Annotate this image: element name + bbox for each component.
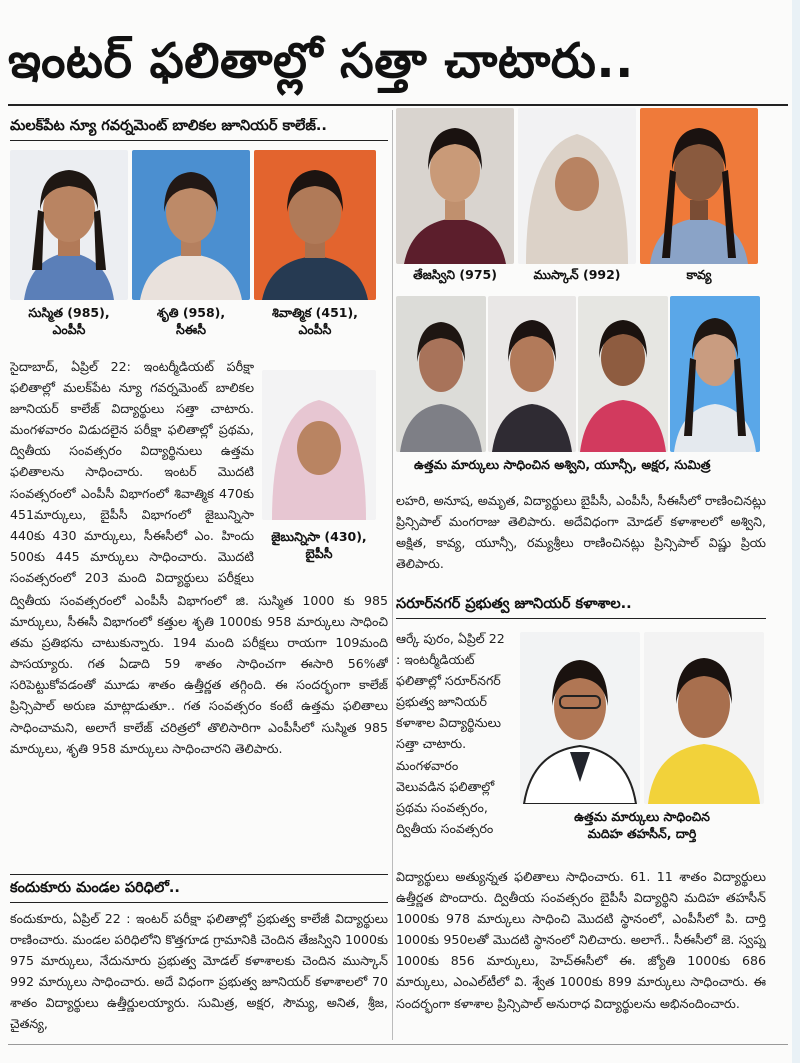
kandukur-rule [10,902,388,903]
malakpet-body-2: ద్వితీయ సంవత్సరంలో ఎంపీసీ విభాగంలో జి. సుస్మిత 1000 కు 985 మార్కులు, సీఈసీ విభాగంలో కత్తుల శృతి 1000కు 958 మార్కులు సాధించి తమ ప్రతిభను చాటుకున్నారు. 194 మంది పరీక్షలు రాయగా 109మంది పాసయ్యారు. గత ఏడాది 59 శాతం సాధించగా ఈసారి 56%తో సరిపెట్టుకోవడంతో మూడు శాతం ఉత్తీర్ణత తగ్గింది. ఈ సందర్భంగా కాలేజ్ ప్రిన్సిపాల్ అరుణ మాట్లాడుతూ.. గత సంవత్సరం కంటే ఉత్తమ ఫలితాలు సాధించామని, అలాగే కాలేజ్ చరిత్రలో తొలిసారిగా ఎంపీసీలో సుస్మిత 985 మార్కులు, శృతి 958 మార్కులు సాధించారని తెలిపారు. [10,593,388,756]
photo-sruthi [132,150,250,300]
photo-sivathmika [254,150,376,300]
caption-muskan: ముస్కాన్ (992) [533,267,621,282]
photo-muskan [518,108,636,264]
photo-dharthi [644,632,764,804]
photo-susmitha [10,150,128,300]
page-edge [792,0,800,1063]
caption-sivathmika: శివాత్మిక (451), ఎంపీసీ [272,305,358,337]
photo-ashwini [396,296,486,452]
bottom-rule [8,1044,788,1045]
kandukur-body-right: లహరి, అనూష, అమృత, విద్యార్థులు బైపీసీ, ఎంపీసీ, సీఈసీలో రాణించినట్లు ప్రిన్సిపాల్ మంగరాజు తెలిపారు. అదేవిధంగా మోడల్ కళాశాలలో అశ్విని, అక్షిత, కావ్య, యూన్సీ, రమ్యశ్రీలు రాణించినట్లు ప్రిన్సిపాల్ విష్ణు ప్రియ తెలిపారు. [396,493,766,572]
malakpet-rule [10,140,388,141]
malakpet-bottom-rule [10,874,388,875]
photo-jaibunnisa [262,370,376,520]
caption-jaibunnisa: జైబున్నిసా (430), బైపీసీ [271,529,367,561]
saroornagar-body-wrap: ఆర్కే పురం, ఏప్రిల్ 22 : ఇంటర్మీడియట్ ఫలితాల్లో సరూర్‌నగర్ ప్రభుత్వ జూనియర్ కళాశాల విద్యార్థినులు సత్తా చాటారు. మంగళవారం వెలువడిన ఫలితాల్లో ప్రథమ సంవత్సరం, ద్వితీయ సంవత్సరం [396,631,505,836]
caption-sruthi: శృతి (958), సీఈసీ [156,305,226,337]
headline-rule [8,104,788,106]
caption-kavya: కావ్య [686,267,712,282]
photo-tejaswini [396,108,514,264]
caption-tejaswini: తేజస్విని (975) [413,267,497,282]
saroornagar-kicker: సరూర్‌నగర్ ప్రభుత్వ జూనియర్ కళాశాల.. [396,596,632,612]
photo-kavya [640,108,758,264]
photo-madiha [520,632,640,804]
photo-yunsi [488,296,576,452]
caption-saroornagar: ఉత్తమ మార్కులు సాధించిన మదిహ తహసీన్, దార్తి [574,809,710,841]
malakpet-kicker: మలక్‌పేట న్యూ గవర్నమెంట్ బాలికల జూనియర్ కాలేజ్.. [10,118,327,134]
kandukur-kicker: కందుకూరు మండల పరిధిలో.. [10,880,180,896]
saroornagar-body-full: విద్యార్థులు అత్యున్నత ఫలితాలు సాధించారు. 61. 11 శాతం విద్యార్థులు ఉత్తీర్ణత పొందారు. ద్వితీయ సంవత్సరం బైపీసీ విద్యార్థిని మదిహ తహసీన్ 1000కు 978 మార్కులు సాధించి మొదటి స్థానంలో, ఎంపీసీలో పి. దార్తి 1000కు 950లతో మొదటి స్థానంలో నిలిచారు. అలాగే.. సీఈసీలో జె. స్వప్న 1000కు 856 మార్కులు, హెచ్ఈసీలో ఈ. జ్యోతి 1000కు 686 మార్కులు, ఎంఎల్‌టీలో వి. శ్వేత 1000కు 899 మార్కులు సాధించారు. ఈ సందర్భంగా కళాశాల ప్రిన్సిపాల్ అనురాధ విద్యార్థులను అభినందించారు. [396,869,766,1011]
kandukur-body-left: కందుకూరు, ఏప్రిల్ 22 : ఇంటర్ పరీక్షా ఫలితాల్లో ప్రభుత్వ కాలేజీ విద్యార్థులు రాణించారు. మండల పరిధిలోని కొత్తగూడ గ్రామానికి చెందిన తేజస్విని 1000కు 975 మార్కులు, నేదునూరు ప్రభుత్వ మోడల్ కళాశాలకు చెందిన ముస్కాన్ 992 మార్కులు సాధించారు. అదే విధంగా ప్రభుత్వ జూనియర్ కళాశాలలో 70 శాతం విద్యార్థులు ఉత్తీర్ణులయ్యారు. సుమిత్ర, అక్షర, సౌమ్య, అనిత, శ్రీజ, చైతన్య, [10,911,388,1032]
malakpet-body-top [10,356,254,588]
photo-akshara [578,296,668,452]
caption-susmitha: సుస్మిత (985), ఎంపీసీ [28,305,110,337]
headline: ఇంటర్ ఫలితాల్లో సత్తా చాటారు.. [8,33,634,89]
column-separator [392,110,393,1040]
saroornagar-rule [396,618,766,619]
caption-group: ఉత్తమ మార్కులు సాధించిన అశ్విని, యూన్సీ, అక్షర, సుమిత్ర [414,457,711,472]
malakpet-body-1: సైదాబాద్, ఏప్రిల్ 22: ఇంటర్మీడియట్ పరీక్షా ఫలితాల్లో మలక్‌పేట న్యూ గవర్నమెంట్ బాలికల జూనియర్ కాలేజ్ విద్యార్థులు సత్తా చాటారు. మంగళవారం విడుదలైన పరీక్షా ఫలితాల్లో ప్రథమ, ద్వితీయ సంవత్సరం విద్యార్థినులు ఉత్తమ ఫలితాలను సాధించారు. ఇంటర్ మొదటి సంవత్సరంలో ఎంపీసీ విభాగంలో శివాత్మిక 470కు 451మార్కులు, బైపీసీ విభాగంలో జైబున్నిసా 440కు 430 మార్కులు, సీఈసీలో ఎం. హిందు 500కు 445 మార్కులు సాధించారు. మొదటి సంవత్సరంలో 203 మంది విద్యార్థులు పరీక్షలు [10,359,254,585]
malakpet-body-full [10,590,388,870]
photo-sumitra [670,296,760,452]
